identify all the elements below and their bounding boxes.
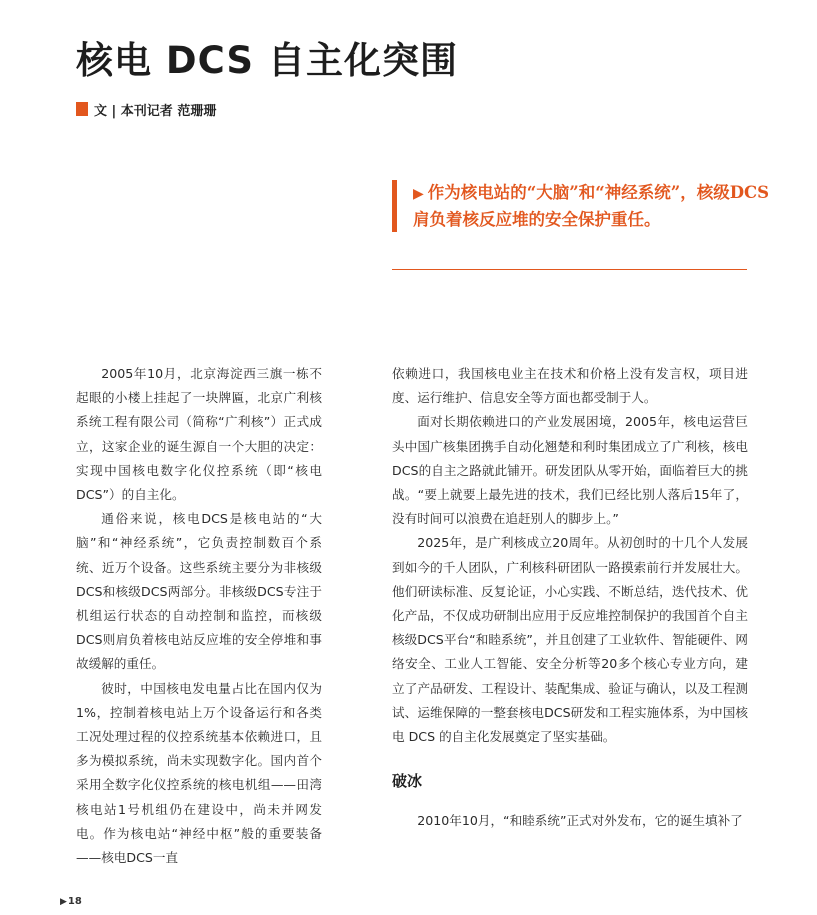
page-arrow-icon: ▶	[60, 896, 67, 907]
paragraph: 通俗来说，核电DCS是核电站的“大脑”和“神经系统”，它负责控制数百个系统、近万个设备。这些系统主要分为非核级DCS和核级DCS两部分。非核级DCS专注于机组运行状态的自动控制和监控，而核级DCS则肩负着核电站反应堆的安全停堆和事故缓解的重任。	[76, 511, 322, 672]
paragraph-continuation: 依赖进口，我国核电业主在技术和价格上没有发言权，项目进度、运行维护、信息安全等方面也都受制于人。	[392, 366, 748, 406]
paragraph: 2025年，是广利核成立20周年。从初创时的十几个人发展到如今的千人团队，广利核科研团队一路摸索前行并发展壮大。他们研读标准、反复论证，小心实践、不断总结，迭代技术、优化产品，不仅成功研制出应用于反应堆控制保护的我国首个自主核级DCS平台“和睦系统”，并且创建了工业软件、智能硬件、网络安全、工业人工智能、安全分析等20多个核心专业方向，建立了产品研发、工程设计、装配集成、验证与确认，以及工程测试、运维保障的一整套核电DCS研发和工程实施体系，为中国核电 DCS 的自主化发展奠定了坚实基础。	[392, 535, 748, 745]
pullquote-divider	[392, 269, 747, 270]
paragraph: 面对长期依赖进口的产业发展困境，2005年，核电运营巨头中国广核集团携手自动化翘楚和利时集团成立了广利核，核电DCS的自主之路就此铺开。研发团队从零开始，面临着巨大的挑战。“要上就要上最先进的技术，我们已经比别人落后15年了，没有时间可以浪费在追赶别人的脚步上。”	[392, 414, 748, 527]
paragraph: 2005年10月，北京海淀西三旗一栋不起眼的小楼上挂起了一块牌匾，北京广利核系统工程有限公司（简称“广利核”）正式成立，这家企业的诞生源自一个大胆的决定：实现中国核电数字化仪控系统（即“核电DCS”）的自主化。	[76, 366, 322, 503]
byline	[76, 100, 216, 118]
article-title: 核电 DCS 自主化突围	[76, 39, 458, 82]
paragraph: 2010年10月，“和睦系统”正式对外发布，它的诞生填补了	[417, 813, 743, 829]
pullquote-text: 作为核电站的“大脑”和“神经系统”，核级DCS肩负着核反应堆的安全保护重任。	[413, 183, 770, 229]
paragraph: 彼时，中国核电发电量占比在国内仅为1%，控制着核电站上万个设备运行和各类工况处理过程的仪控系统基本依赖进口，且多为模拟系统，尚未实现数字化。国内首个采用全数字化仪控系统的核电机组——田湾核电站1号机组仍在建设中，尚未并网发电。作为核电站“神经中枢”般的重要装备——核电DCS一直	[76, 680, 322, 866]
pullquote-arrow-icon: ▶	[413, 186, 424, 202]
page-number	[60, 896, 82, 907]
byline-marker	[76, 102, 88, 116]
right-column	[392, 362, 748, 833]
section-heading: 破冰	[392, 772, 423, 791]
page-number-text: 18	[67, 896, 82, 907]
left-column	[76, 362, 322, 870]
byline-text: 文 | 本刊记者 范珊珊	[94, 103, 217, 119]
pullquote	[392, 180, 773, 232]
